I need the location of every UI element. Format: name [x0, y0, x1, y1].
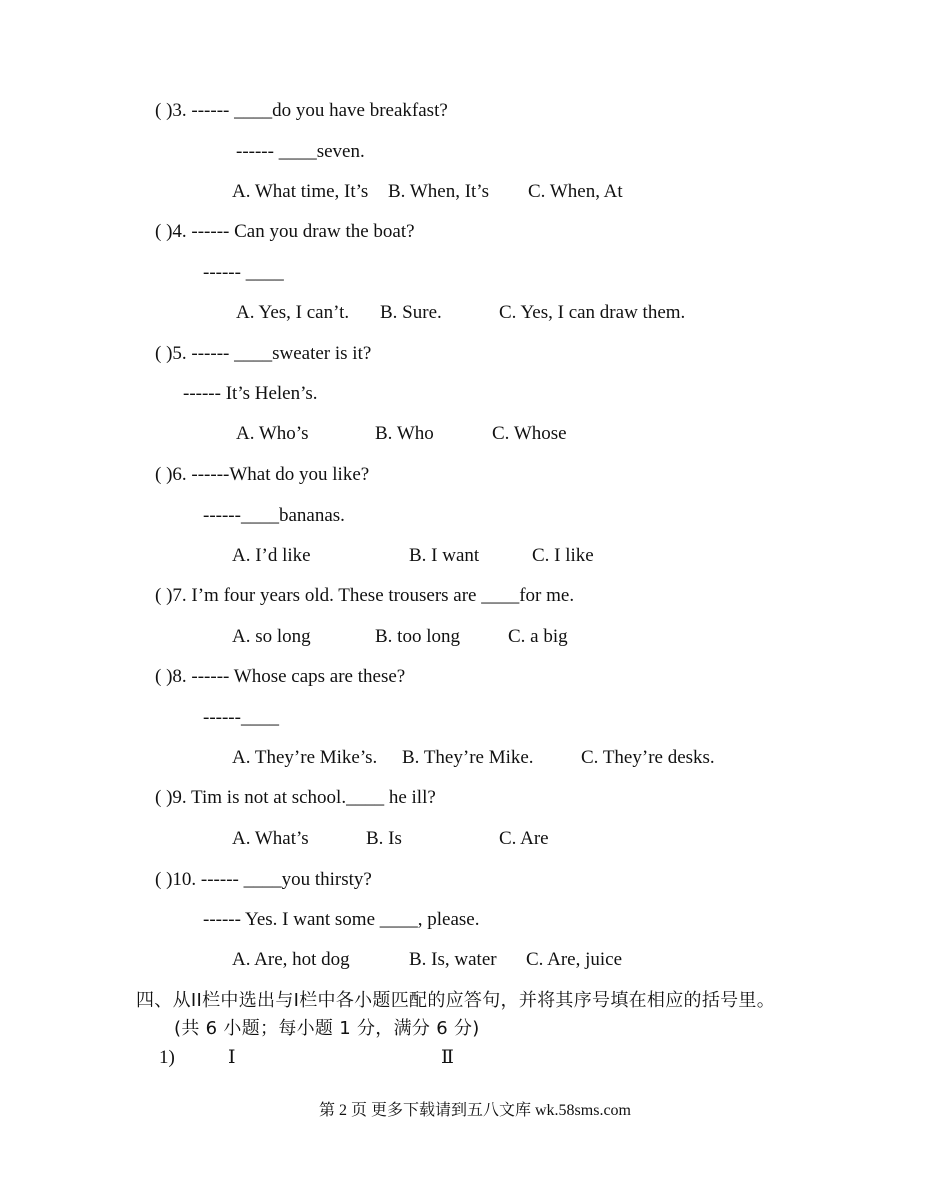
- page-footer: 第 2 页 更多下载请到五八文库 wk.58sms.com: [318, 1102, 631, 1119]
- option-c: C. I like: [532, 545, 594, 566]
- option-c: C. Are, juice: [526, 949, 623, 970]
- answer-line-4: ------ ____: [203, 262, 284, 283]
- option-c: C. Yes, I can draw them.: [499, 302, 686, 323]
- question-9: ( )9. Tim is not at school.____ he ill?: [155, 787, 436, 808]
- option-b: B. They’re Mike.: [402, 747, 534, 768]
- question-10: ( )10. ------ ____you thirsty?: [155, 869, 372, 890]
- option-b: B. I want: [409, 545, 480, 566]
- option-c: C. Whose: [492, 423, 567, 444]
- option-a: A. I’d like: [232, 545, 311, 566]
- option-a: A. Yes, I can’t.: [236, 302, 350, 323]
- option-a: A. They’re Mike’s.: [232, 747, 378, 768]
- option-c: C. They’re desks.: [581, 747, 715, 768]
- option-c: C. When, At: [528, 181, 623, 202]
- column-1-header: Ⅰ: [228, 1047, 236, 1068]
- answer-line-3: ------ ____seven.: [236, 141, 365, 162]
- option-b: B. too long: [375, 626, 460, 647]
- option-b: B. Is, water: [409, 949, 497, 970]
- question-4: ( )4. ------ Can you draw the boat?: [155, 221, 415, 242]
- column-2-header: Ⅱ: [441, 1047, 454, 1068]
- option-c: C. a big: [508, 626, 568, 647]
- question-6: ( )6. ------What do you like?: [155, 464, 370, 485]
- option-a: A. Are, hot dog: [232, 949, 350, 970]
- answer-line-10: ------ Yes. I want some ____, please.: [203, 909, 480, 930]
- section-4-title: 四、从II栏中选出与I栏中各小题匹配的应答句，并将其序号填在相应的括号里。: [136, 990, 776, 1011]
- answer-line-5: ------ It’s Helen’s.: [183, 383, 318, 404]
- option-b: B. When, It’s: [388, 181, 489, 202]
- option-a: A. What’s: [232, 828, 309, 849]
- option-a: A. Who’s: [236, 423, 309, 444]
- match-item-number: 1): [159, 1047, 175, 1068]
- option-b: B. Sure.: [380, 302, 442, 323]
- option-b: B. Who: [375, 423, 434, 444]
- question-5: ( )5. ------ ____sweater is it?: [155, 343, 372, 364]
- question-8: ( )8. ------ Whose caps are these?: [155, 666, 406, 687]
- answer-line-8: ------____: [203, 707, 279, 728]
- question-7: ( )7. I’m four years old. These trousers are ____for me.: [155, 585, 575, 606]
- section-4-subtitle: (共 6 小题；每小题 1 分，满分 6 分): [174, 1018, 480, 1039]
- option-c: C. Are: [499, 828, 549, 849]
- option-a: A. What time, It’s: [232, 181, 369, 202]
- question-3: ( )3. ------ ____do you have breakfast?: [155, 100, 448, 121]
- option-a: A. so long: [232, 626, 311, 647]
- option-b: B. Is: [366, 828, 402, 849]
- answer-line-6: ------____bananas.: [203, 505, 345, 526]
